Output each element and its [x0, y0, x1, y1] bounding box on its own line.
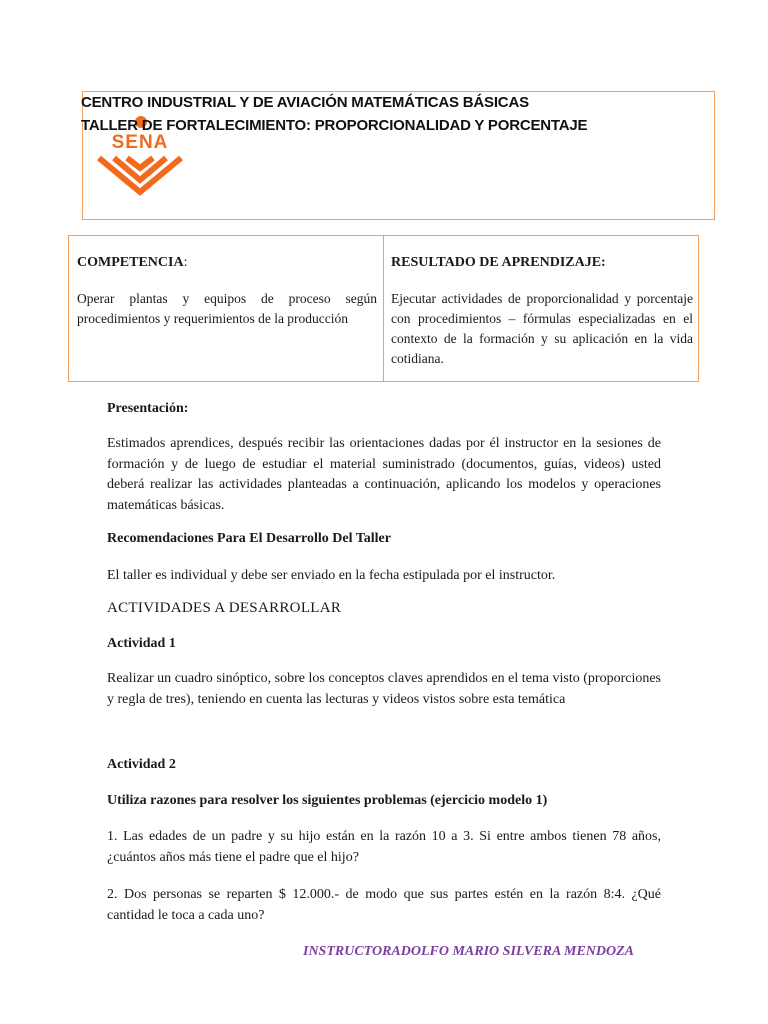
presentacion-text: Estimados aprendices, después recibir las orientaciones dadas por él instructor en la sesiones de formación y de luego de estudiar el material suministrado (documentos, guías, videos) usted deberá realizar las actividades planteadas a continuación, aplicando los modelos y operaciones matemáticas básicas.	[107, 436, 661, 513]
table-divider	[383, 236, 384, 381]
presentacion-heading: Presentación:	[107, 401, 189, 416]
actividad2-subheading: Utiliza razones para resolver los siguientes problemas (ejercicio modelo 1)	[107, 793, 548, 808]
problem-1: 1. Las edades de un padre y su hijo están en la razón 10 a 3. Si entre ambos tienen 78 años, ¿cuántos años más tiene el padre que el hijo?	[107, 829, 661, 865]
instructor-footer: INSTRUCTORADOLFO MARIO SILVERA MENDOZA	[303, 944, 635, 959]
competencia-text: Operar plantas y equipos de proceso según procedimientos y requerimientos de la producción	[77, 291, 377, 326]
sena-logo-text: SENA	[111, 132, 169, 153]
actividad1-heading: Actividad 1	[107, 636, 176, 651]
header-title-line2: TALLER DE FORTALECIMIENTO: PROPORCIONALIDAD Y PORCENTAJE	[81, 117, 588, 134]
sena-logo-mark	[99, 158, 181, 192]
recomendaciones-text: El taller es individual y debe ser enviado en la fecha estipulada por el instructor.	[107, 568, 556, 583]
competencia-table	[68, 235, 699, 382]
recomendaciones-heading: Recomendaciones Para El Desarrollo Del Taller	[107, 531, 391, 546]
actividad1-text: Realizar un cuadro sinóptico, sobre los conceptos claves aprendidos en el tema visto (proporciones y regla de tres), teniendo en cuenta las lecturas y videos vistos sobre esta temática	[107, 671, 661, 707]
problem-2: 2. Dos personas se reparten $ 12.000.- de modo que sus partes estén en la razón 8:4. ¿Qué cantidad le toca a cada uno?	[107, 887, 661, 923]
competencia-colon: :	[183, 255, 188, 270]
actividad2-heading: Actividad 2	[107, 757, 176, 772]
resultado-heading: RESULTADO DE APRENDIZAJE:	[391, 255, 606, 270]
competencia-label: COMPETENCIA	[77, 255, 184, 270]
header-title-line1: CENTRO INDUSTRIAL Y DE AVIACIÓN MATEMÁTICAS BÁSICAS	[81, 94, 529, 111]
actividades-heading: ACTIVIDADES A DESARROLLAR	[107, 600, 342, 616]
competencia-heading	[77, 255, 187, 271]
resultado-text: Ejecutar actividades de proporcionalidad y porcentaje con procedimientos – fórmulas especializadas en el contexto de la formación y su aplicación en la vida cotidiana.	[391, 291, 693, 366]
